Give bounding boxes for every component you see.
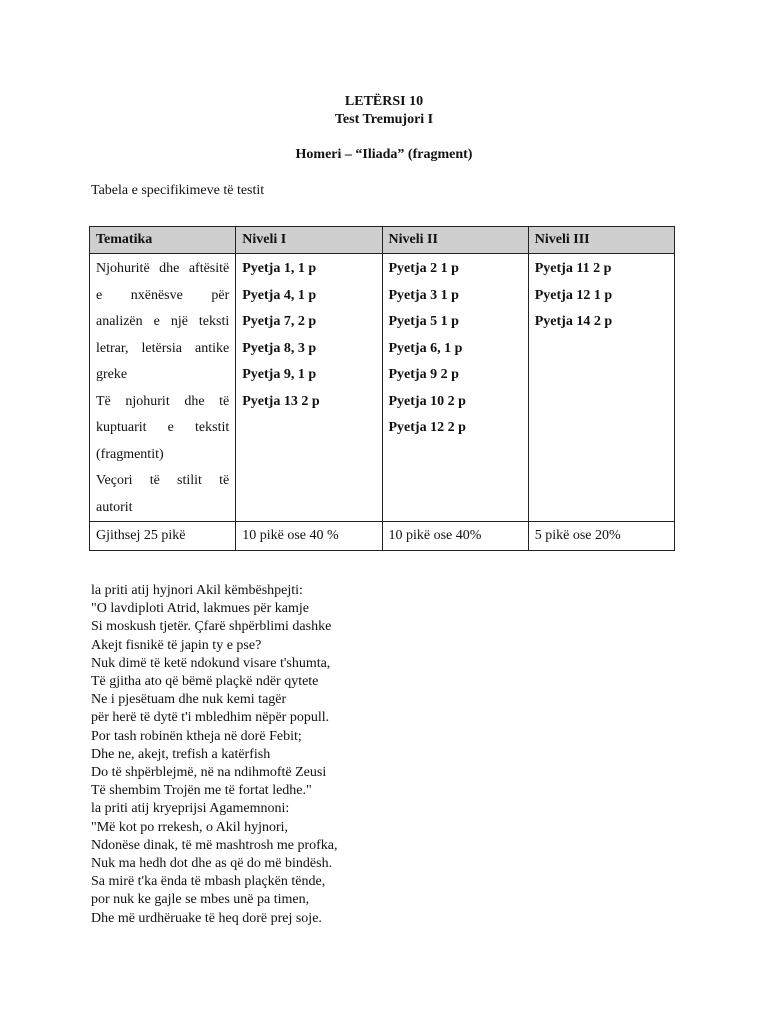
question-item: Pyetja 14 2 p <box>534 314 613 329</box>
tematika-line: autorit <box>96 499 133 515</box>
question-item: Pyetja 1, 1 p <box>242 261 317 276</box>
question-item: Pyetja 11 2 p <box>534 261 612 276</box>
question-item: Pyetja 5 1 p <box>388 314 459 329</box>
poem-line: Dhe ne, akejt, trefish a katërfish <box>91 746 271 762</box>
tematika-line: greke <box>96 367 128 382</box>
table-row <box>90 254 675 522</box>
niveli-3-cell <box>528 254 674 522</box>
question-item: Pyetja 8, 3 p <box>242 340 317 356</box>
niveli-2-cell <box>382 254 528 522</box>
question-item: Pyetja 4, 1 p <box>242 287 317 303</box>
poem-fragment <box>91 582 338 928</box>
header-niveli-3: Niveli III <box>528 227 674 254</box>
total-niveli-1: 10 pikë ose 40 % <box>236 522 382 551</box>
document-title: LETËRSI 10 <box>344 94 424 109</box>
header-tematika: Tematika <box>90 227 236 254</box>
question-item: Pyetja 13 2 p <box>242 393 320 409</box>
tematika-line: Të njohurit dhe të <box>96 393 230 409</box>
table-caption: Tabela e specifikimeve të testit <box>91 183 265 198</box>
poem-line: Por tash robinën ktheja në dorë Febit; <box>91 728 302 744</box>
poem-line: la priti atij kryeprijsi Agamemnoni: <box>91 801 290 817</box>
poem-line: Dhe më urdhëruake të heq dorë prej soje. <box>91 910 322 926</box>
tematika-line: Njohuritë dhe aftësitë <box>96 261 230 276</box>
poem-line: Do të shpërblejmë, në na ndihmoftë Zeusi <box>91 765 327 781</box>
total-niveli-2: 10 pikë ose 40% <box>382 522 528 551</box>
tematika-line: kuptuarit e tekstit <box>96 420 230 435</box>
poem-line: Si moskush tjetër. Çfarë shpërblimi dashke <box>91 619 332 635</box>
question-item: Pyetja 9 2 p <box>388 367 459 382</box>
poem-line: për herë të dytë t'i mbledhim nëpër popull. <box>91 710 330 726</box>
question-item: Pyetja 10 2 p <box>388 393 466 409</box>
niveli-1-cell <box>236 254 382 522</box>
question-item: Pyetja 9, 1 p <box>242 367 317 382</box>
poem-line: Akejt fisnikë të japin ty e pse? <box>91 637 262 653</box>
question-item: Pyetja 2 1 p <box>388 261 459 276</box>
totals-row <box>90 522 675 551</box>
table-header-row <box>90 227 675 254</box>
poem-line: Sa mirë t'ka ënda të mbash plaçkën tënde, <box>91 874 326 890</box>
question-item: Pyetja 12 1 p <box>534 287 613 303</box>
poem-line: la priti atij hyjnori Akil këmbëshpejti: <box>91 583 303 598</box>
section-heading: Homeri – “Iliada” (fragment) <box>295 147 473 162</box>
header-niveli-2: Niveli II <box>382 227 528 254</box>
poem-line: Ndonëse dinak, të më mashtrosh me profka, <box>91 837 338 853</box>
question-item: Pyetja 7, 2 p <box>242 314 317 329</box>
document-subtitle: Test Tremujori I <box>334 112 434 127</box>
tematika-line: e nxënësve për <box>96 287 230 303</box>
poem-line: "O lavdiploti Atrid, lakmues për kamje <box>91 601 310 617</box>
poem-line: Të gjitha ato që bëmë plaçkë ndër qytete <box>91 674 319 690</box>
tematika-cell <box>90 254 236 522</box>
poem-line: Nuk dimë të ketë ndokund visare t'shumta, <box>91 655 331 671</box>
question-item: Pyetja 12 2 p <box>388 420 466 435</box>
poem-line: "Më kot po rrekesh, o Akil hyjnori, <box>91 819 289 835</box>
question-item: Pyetja 6, 1 p <box>388 340 463 356</box>
tematika-line: (fragmentit) <box>96 446 164 462</box>
poem-line: por nuk ke gajle se mbes unë pa timen, <box>91 892 310 908</box>
total-niveli-3: 5 pikë ose 20% <box>528 522 674 551</box>
poem-line: Ne i pjesëtuam dhe nuk kemi tagër <box>91 692 287 708</box>
poem-line: Të shembim Trojën me të fortat ledhe." <box>91 783 312 799</box>
tematika-line: analizën e një teksti <box>96 314 230 329</box>
tematika-line: Veçori të stilit të <box>96 473 230 488</box>
specification-table <box>89 226 675 551</box>
question-item: Pyetja 3 1 p <box>388 287 459 303</box>
total-points: Gjithsej 25 pikë <box>90 522 236 551</box>
tematika-line: letrar, letërsia antike <box>96 340 230 356</box>
poem-line: Nuk ma hedh dot dhe as që do më bindësh. <box>91 856 333 872</box>
header-niveli-1: Niveli I <box>236 227 382 254</box>
